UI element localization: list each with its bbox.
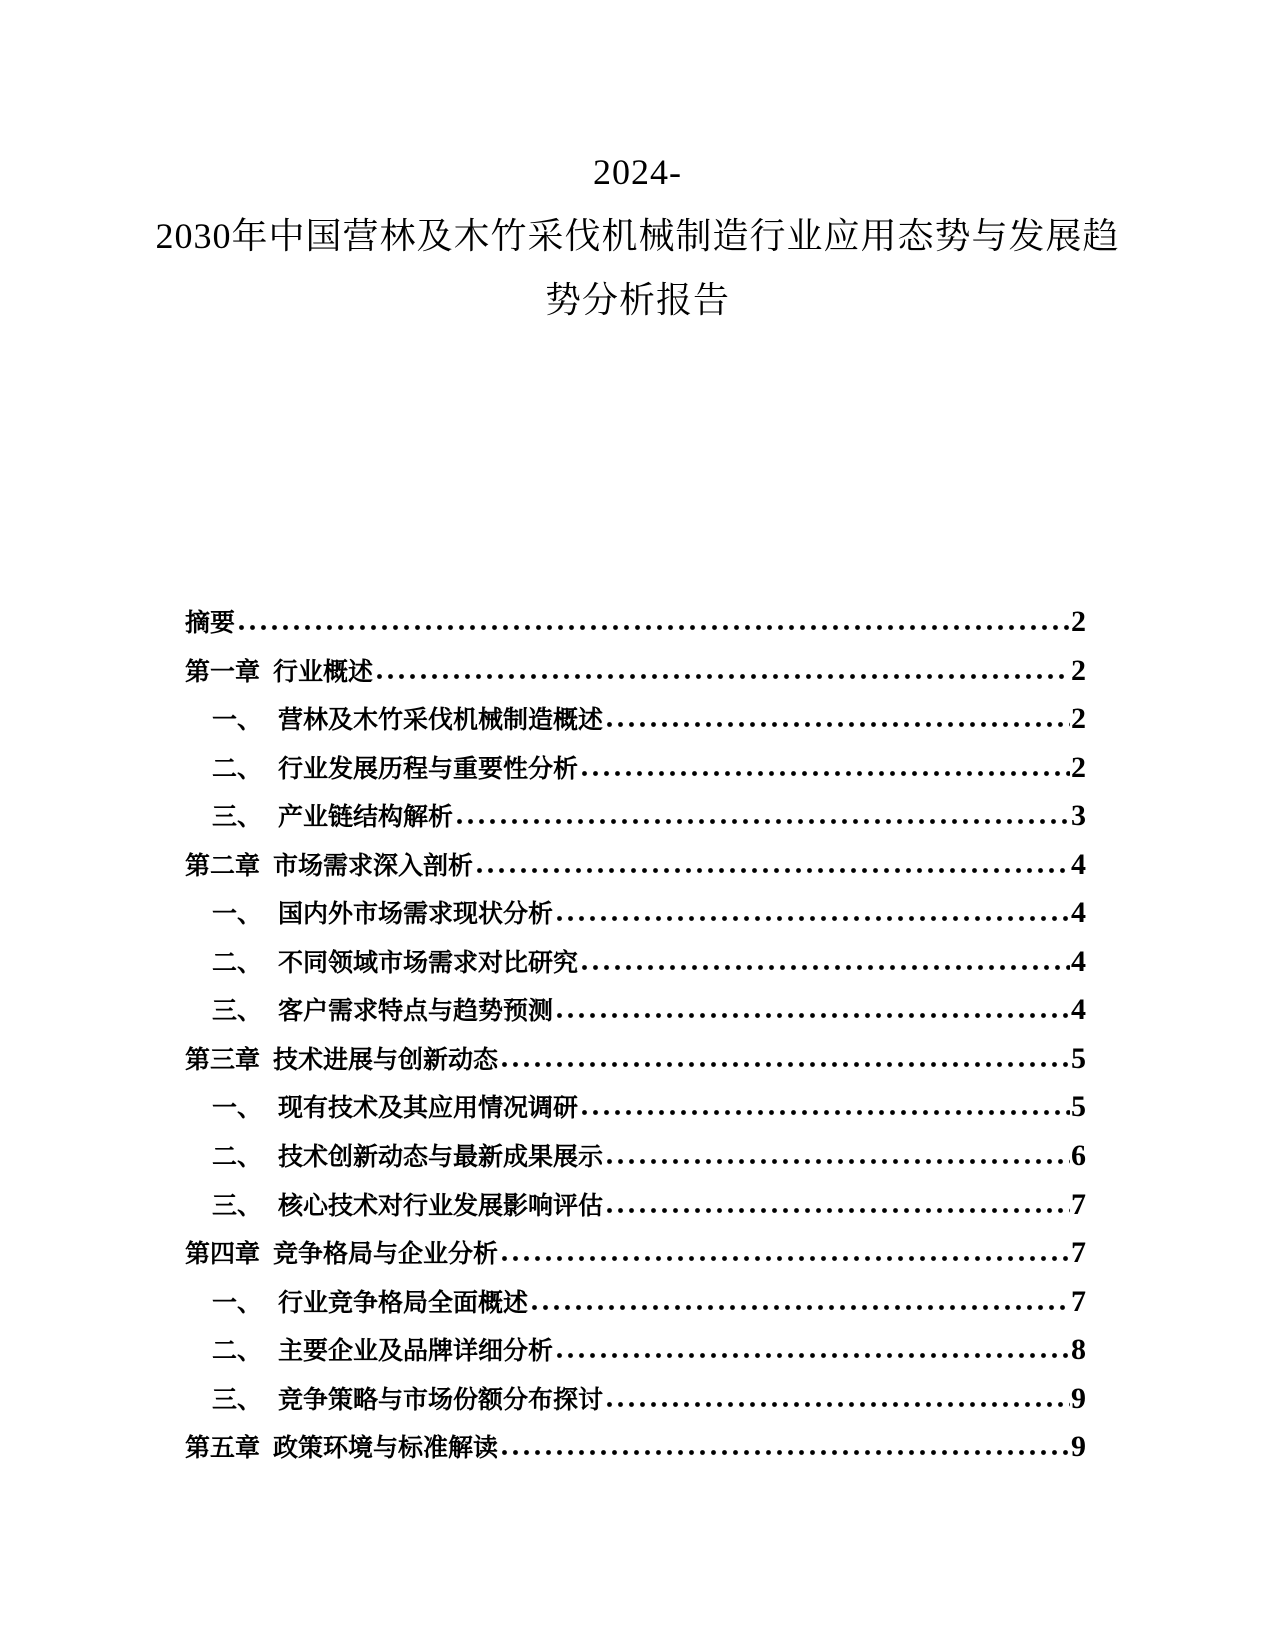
toc-dot-leader [582, 965, 1070, 971]
toc-entry-number: 一、 [212, 901, 263, 929]
toc-dot-leader [607, 1208, 1070, 1214]
toc-dot-leader [582, 771, 1070, 777]
toc-entry[interactable] [185, 1229, 1086, 1278]
toc-entry-number: 二、 [212, 949, 263, 977]
toc-page-number: 5 [1071, 1041, 1086, 1075]
toc-entry-number: 二、 [212, 755, 263, 783]
toc-page-number: 4 [1071, 896, 1086, 930]
toc-entry-number: 三、 [212, 1386, 263, 1414]
toc-entry[interactable] [185, 792, 1086, 841]
toc-dot-leader [502, 1450, 1070, 1456]
toc-entry-label: 行业发展历程与重要性分析 [278, 755, 579, 783]
toc-page-number: 3 [1071, 799, 1086, 833]
toc-entry[interactable] [185, 1132, 1086, 1181]
toc-page-number: 4 [1071, 993, 1086, 1027]
report-title-line-3: 势分析报告 [544, 280, 730, 320]
toc-page-number: 4 [1071, 847, 1086, 881]
report-title-line-2: 2030年中国营林及木竹采伐机械制造行业应用态势与发展趋 [155, 216, 1120, 256]
toc-page-number: 9 [1071, 1381, 1086, 1415]
toc-entry-number: 三、 [212, 998, 263, 1026]
toc-dot-leader [477, 868, 1070, 874]
toc-entry-number: 第四章 [185, 1241, 261, 1269]
toc-page-number: 2 [1071, 702, 1086, 736]
toc-page-number: 6 [1071, 1139, 1086, 1173]
toc-entry-label: 竞争格局与企业分析 [273, 1241, 499, 1269]
toc-entry-label: 营林及木竹采伐机械制造概述 [278, 707, 604, 735]
toc-entry-label: 行业概述 [273, 658, 374, 686]
table-of-contents [185, 598, 1086, 1472]
toc-entry-label: 竞争策略与市场份额分布探讨 [278, 1386, 604, 1414]
toc-entry-label: 摘要 [185, 610, 236, 637]
toc-entry-number: 第一章 [185, 658, 261, 686]
toc-entry-label: 政策环境与标准解读 [273, 1435, 499, 1463]
toc-entry[interactable] [185, 598, 1086, 647]
toc-page-number: 5 [1071, 1090, 1086, 1124]
toc-entry[interactable] [185, 1181, 1086, 1230]
toc-entry[interactable] [185, 841, 1086, 890]
toc-entry-label: 技术进展与创新动态 [273, 1046, 499, 1074]
toc-entry[interactable] [185, 889, 1086, 938]
toc-entry[interactable] [185, 695, 1086, 744]
toc-entry[interactable] [185, 986, 1086, 1035]
toc-page-number: 2 [1071, 653, 1086, 687]
toc-entry[interactable] [185, 1035, 1086, 1084]
toc-dot-leader [557, 916, 1070, 922]
toc-dot-leader [502, 1062, 1070, 1068]
toc-dot-leader [502, 1256, 1070, 1262]
toc-entry-label: 现有技术及其应用情况调研 [278, 1095, 579, 1123]
toc-page-number: 7 [1071, 1187, 1086, 1221]
toc-entry[interactable] [185, 1326, 1086, 1375]
toc-entry[interactable] [185, 938, 1086, 987]
report-title [0, 0, 1275, 332]
toc-page-number: 7 [1071, 1236, 1086, 1270]
toc-entry-label: 技术创新动态与最新成果展示 [278, 1144, 604, 1172]
toc-entry-label: 国内外市场需求现状分析 [278, 901, 554, 929]
report-title-line-1: 2024- [593, 152, 682, 192]
toc-dot-leader [607, 1402, 1070, 1408]
toc-entry-number: 第五章 [185, 1435, 261, 1463]
toc-dot-leader [557, 1353, 1070, 1359]
toc-entry-label: 市场需求深入剖析 [273, 852, 474, 880]
toc-page-number: 4 [1071, 944, 1086, 978]
toc-entry[interactable] [185, 647, 1086, 696]
toc-dot-leader [607, 1159, 1070, 1165]
toc-dot-leader [582, 1110, 1070, 1116]
toc-entry-number: 二、 [212, 1144, 263, 1172]
toc-dot-leader [607, 722, 1070, 728]
toc-page-number: 7 [1071, 1284, 1086, 1318]
toc-dot-leader [457, 819, 1070, 825]
toc-dot-leader [377, 674, 1070, 680]
toc-dot-leader [239, 625, 1070, 631]
toc-entry-number: 三、 [212, 804, 263, 832]
toc-entry-label: 产业链结构解析 [278, 804, 454, 832]
toc-entry[interactable] [185, 1083, 1086, 1132]
toc-page-number: 2 [1071, 605, 1086, 638]
toc-entry-number: 一、 [212, 1289, 263, 1317]
toc-entry-label: 客户需求特点与趋势预测 [278, 998, 554, 1026]
toc-entry-number: 二、 [212, 1338, 263, 1366]
toc-entry-label: 行业竞争格局全面概述 [278, 1289, 529, 1317]
toc-entry-label: 主要企业及品牌详细分析 [278, 1338, 554, 1366]
toc-dot-leader [557, 1013, 1070, 1019]
toc-entry-number: 三、 [212, 1192, 263, 1220]
toc-entry[interactable] [185, 1375, 1086, 1424]
toc-entry[interactable] [185, 744, 1086, 793]
toc-entry[interactable] [185, 1423, 1086, 1472]
toc-entry-label: 不同领域市场需求对比研究 [278, 949, 579, 977]
toc-page-number: 8 [1071, 1333, 1086, 1367]
toc-entry-number: 一、 [212, 707, 263, 735]
toc-entry-number: 一、 [212, 1095, 263, 1123]
toc-entry-number: 第二章 [185, 852, 261, 880]
toc-entry-number: 第三章 [185, 1046, 261, 1074]
toc-page-number: 9 [1071, 1430, 1086, 1464]
toc-dot-leader [532, 1305, 1070, 1311]
toc-entry-label: 核心技术对行业发展影响评估 [278, 1192, 604, 1220]
toc-page-number: 2 [1071, 750, 1086, 784]
toc-entry[interactable] [185, 1278, 1086, 1327]
